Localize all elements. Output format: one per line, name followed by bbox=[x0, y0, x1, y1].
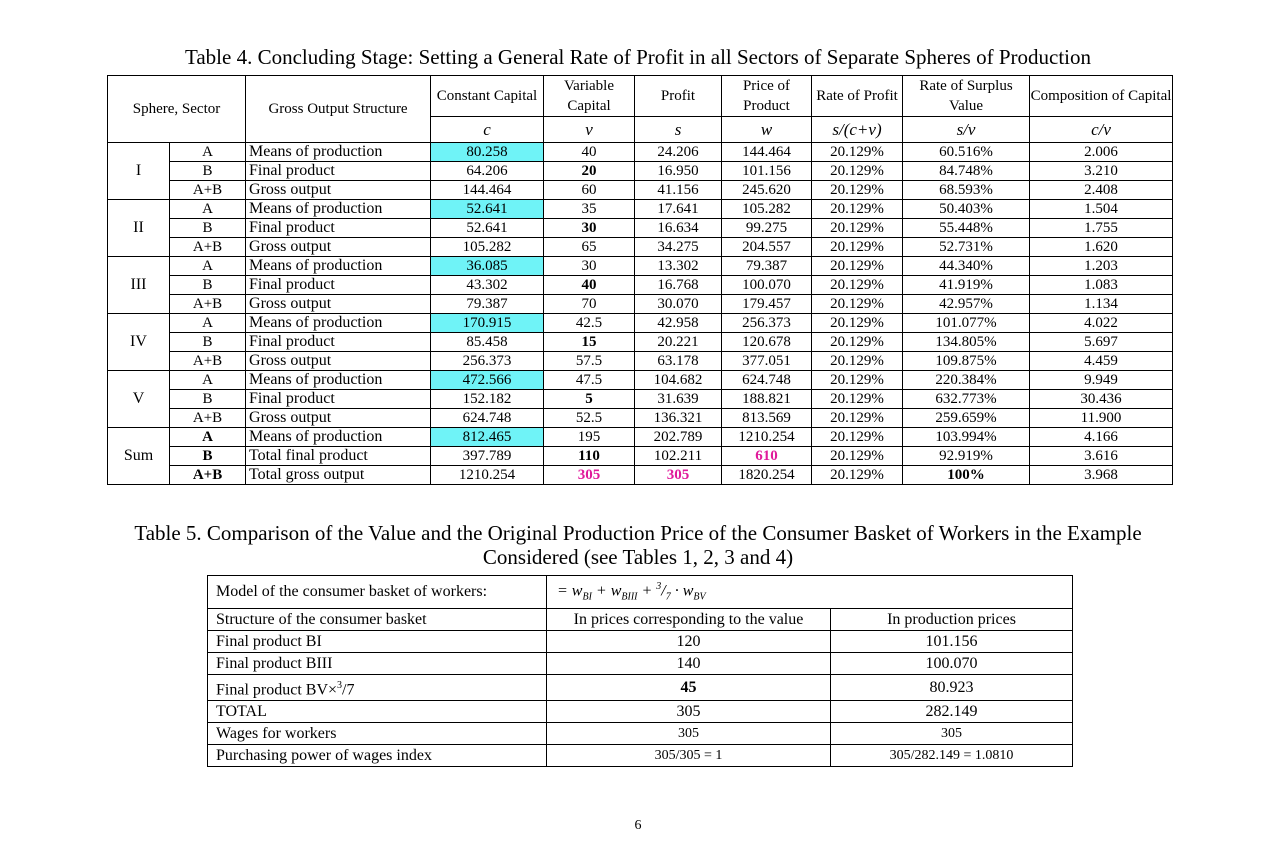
symbol-rate-profit: s/(c+v) bbox=[812, 117, 903, 143]
rate-of-profit-cell: 20.129% bbox=[812, 390, 903, 409]
composition-cell: 3.210 bbox=[1030, 162, 1173, 181]
rate-of-profit-cell: 20.129% bbox=[812, 333, 903, 352]
variable-capital-cell: 30 bbox=[544, 257, 635, 276]
sector-cell: B bbox=[170, 162, 246, 181]
composition-cell: 5.697 bbox=[1030, 333, 1173, 352]
variable-capital-cell: 195 bbox=[544, 428, 635, 447]
rate-of-surplus-value-cell: 55.448% bbox=[903, 219, 1030, 238]
structure-cell: Gross output bbox=[246, 352, 431, 371]
rate-of-surplus-value-cell: 134.805% bbox=[903, 333, 1030, 352]
rate-of-profit-cell: 20.129% bbox=[812, 409, 903, 428]
sector-cell: B bbox=[170, 276, 246, 295]
price-cell: 204.557 bbox=[722, 238, 812, 257]
table-row bbox=[108, 276, 1173, 295]
price-cell: 105.282 bbox=[722, 200, 812, 219]
price-cell: 79.387 bbox=[722, 257, 812, 276]
table-row bbox=[108, 428, 1173, 447]
sphere-label: III bbox=[108, 257, 170, 314]
sector-cell: A+B bbox=[170, 466, 246, 485]
variable-capital-cell: 47.5 bbox=[544, 371, 635, 390]
rate-of-profit-cell: 20.129% bbox=[812, 428, 903, 447]
sector-cell: B bbox=[170, 219, 246, 238]
rate-of-profit-cell: 20.129% bbox=[812, 219, 903, 238]
profit-cell: 16.634 bbox=[635, 219, 722, 238]
production-price-cell: 305/282.149 = 1.0810 bbox=[831, 744, 1073, 766]
rate-of-profit-cell: 20.129% bbox=[812, 295, 903, 314]
profit-cell: 63.178 bbox=[635, 352, 722, 371]
composition-cell: 2.006 bbox=[1030, 143, 1173, 162]
constant-capital-cell: 85.458 bbox=[431, 333, 544, 352]
header-basket-structure: Structure of the consumer basket bbox=[208, 608, 547, 630]
rate-of-profit-cell: 20.129% bbox=[812, 143, 903, 162]
constant-capital-cell: 256.373 bbox=[431, 352, 544, 371]
composition-cell: 4.022 bbox=[1030, 314, 1173, 333]
profit-cell: 202.789 bbox=[635, 428, 722, 447]
variable-capital-cell: 52.5 bbox=[544, 409, 635, 428]
composition-cell: 11.900 bbox=[1030, 409, 1173, 428]
price-cell: 1820.254 bbox=[722, 466, 812, 485]
value-price-cell: 305/305 = 1 bbox=[547, 744, 831, 766]
basket-row-label: TOTAL bbox=[208, 700, 547, 722]
sector-cell: A bbox=[170, 257, 246, 276]
rate-of-surplus-value-cell: 92.919% bbox=[903, 447, 1030, 466]
constant-capital-cell: 80.258 bbox=[431, 143, 544, 162]
constant-capital-cell: 472.566 bbox=[431, 371, 544, 390]
rate-of-surplus-value-cell: 220.384% bbox=[903, 371, 1030, 390]
rate-of-profit-cell: 20.129% bbox=[812, 162, 903, 181]
price-cell: 100.070 bbox=[722, 276, 812, 295]
table5-body bbox=[208, 630, 1073, 766]
composition-cell: 3.968 bbox=[1030, 466, 1173, 485]
sector-cell: A bbox=[170, 314, 246, 333]
profit-cell: 102.211 bbox=[635, 447, 722, 466]
sector-cell: B bbox=[170, 333, 246, 352]
table-row bbox=[208, 722, 1073, 744]
composition-cell: 2.408 bbox=[1030, 181, 1173, 200]
rate-of-surplus-value-cell: 84.748% bbox=[903, 162, 1030, 181]
price-cell: 377.051 bbox=[722, 352, 812, 371]
sector-cell: A bbox=[170, 428, 246, 447]
rate-of-surplus-value-cell: 52.731% bbox=[903, 238, 1030, 257]
structure-cell: Final product bbox=[246, 390, 431, 409]
table-row bbox=[208, 674, 1073, 700]
rate-of-profit-cell: 20.129% bbox=[812, 276, 903, 295]
rate-of-profit-cell: 20.129% bbox=[812, 200, 903, 219]
value-price-cell: 305 bbox=[547, 722, 831, 744]
variable-capital-cell: 42.5 bbox=[544, 314, 635, 333]
sector-cell: A bbox=[170, 371, 246, 390]
composition-cell: 3.616 bbox=[1030, 447, 1173, 466]
table-row bbox=[108, 466, 1173, 485]
structure-cell: Total gross output bbox=[246, 466, 431, 485]
profit-cell: 13.302 bbox=[635, 257, 722, 276]
price-cell: 1210.254 bbox=[722, 428, 812, 447]
production-price-cell: 100.070 bbox=[831, 652, 1073, 674]
table-row bbox=[108, 238, 1173, 257]
structure-cell: Gross output bbox=[246, 295, 431, 314]
production-price-cell: 80.923 bbox=[831, 674, 1073, 700]
variable-capital-cell: 57.5 bbox=[544, 352, 635, 371]
structure-cell: Gross output bbox=[246, 409, 431, 428]
composition-cell: 1.755 bbox=[1030, 219, 1173, 238]
composition-cell: 9.949 bbox=[1030, 371, 1173, 390]
rate-of-profit-cell: 20.129% bbox=[812, 314, 903, 333]
rate-of-surplus-value-cell: 44.340% bbox=[903, 257, 1030, 276]
model-label: Model of the consumer basket of workers: bbox=[208, 576, 547, 609]
rate-of-profit-cell: 20.129% bbox=[812, 181, 903, 200]
structure-cell: Gross output bbox=[246, 181, 431, 200]
value-price-cell: 45 bbox=[547, 674, 831, 700]
price-cell: 120.678 bbox=[722, 333, 812, 352]
sector-cell: B bbox=[170, 390, 246, 409]
table4-body bbox=[108, 143, 1173, 485]
header-profit: Profit bbox=[635, 76, 722, 117]
price-cell: 188.821 bbox=[722, 390, 812, 409]
table-row bbox=[108, 162, 1173, 181]
rate-of-surplus-value-cell: 41.919% bbox=[903, 276, 1030, 295]
rate-of-surplus-value-cell: 100% bbox=[903, 466, 1030, 485]
variable-capital-cell: 40 bbox=[544, 276, 635, 295]
price-cell: 813.569 bbox=[722, 409, 812, 428]
profit-cell: 16.768 bbox=[635, 276, 722, 295]
rate-of-profit-cell: 20.129% bbox=[812, 238, 903, 257]
composition-cell: 1.504 bbox=[1030, 200, 1173, 219]
constant-capital-cell: 812.465 bbox=[431, 428, 544, 447]
constant-capital-cell: 1210.254 bbox=[431, 466, 544, 485]
basket-row-label: Wages for workers bbox=[208, 722, 547, 744]
sphere-label: II bbox=[108, 200, 170, 257]
table5-title: Table 5. Comparison of the Value and the Original Production Price of the Consumer Basket of Workers in the Example Considered (see Tables 1, 2, 3 and 4) bbox=[134, 521, 1142, 569]
basket-formula: = $w_{BI} + w_{BIII} + ^3/_7 \cdot w_{BV}$ bbox=[547, 576, 1073, 609]
rate-of-surplus-value-cell: 109.875% bbox=[903, 352, 1030, 371]
profit-cell: 104.682 bbox=[635, 371, 722, 390]
constant-capital-cell: 43.302 bbox=[431, 276, 544, 295]
rate-of-surplus-value-cell: 632.773% bbox=[903, 390, 1030, 409]
structure-cell: Final product bbox=[246, 276, 431, 295]
profit-cell: 41.156 bbox=[635, 181, 722, 200]
sector-cell: B bbox=[170, 447, 246, 466]
composition-cell: 30.436 bbox=[1030, 390, 1173, 409]
table-row bbox=[108, 181, 1173, 200]
price-cell: 245.620 bbox=[722, 181, 812, 200]
profit-cell: 34.275 bbox=[635, 238, 722, 257]
production-price-cell: 101.156 bbox=[831, 630, 1073, 652]
production-price-cell: 282.149 bbox=[831, 700, 1073, 722]
sphere-label: Sum bbox=[108, 428, 170, 485]
constant-capital-cell: 79.387 bbox=[431, 295, 544, 314]
sector-cell: A+B bbox=[170, 238, 246, 257]
table-row bbox=[108, 143, 1173, 162]
variable-capital-cell: 40 bbox=[544, 143, 635, 162]
structure-cell: Means of production bbox=[246, 257, 431, 276]
sector-cell: A+B bbox=[170, 295, 246, 314]
price-cell: 256.373 bbox=[722, 314, 812, 333]
composition-cell: 1.134 bbox=[1030, 295, 1173, 314]
composition-cell: 1.203 bbox=[1030, 257, 1173, 276]
constant-capital-cell: 170.915 bbox=[431, 314, 544, 333]
value-price-cell: 120 bbox=[547, 630, 831, 652]
composition-cell: 1.083 bbox=[1030, 276, 1173, 295]
structure-cell: Final product bbox=[246, 162, 431, 181]
variable-capital-cell: 35 bbox=[544, 200, 635, 219]
value-price-cell: 140 bbox=[547, 652, 831, 674]
table-row bbox=[208, 630, 1073, 652]
price-cell: 101.156 bbox=[722, 162, 812, 181]
table4 bbox=[107, 75, 1173, 485]
constant-capital-cell: 64.206 bbox=[431, 162, 544, 181]
header-value-prices: In prices corresponding to the value bbox=[547, 608, 831, 630]
price-cell: 624.748 bbox=[722, 371, 812, 390]
structure-cell: Means of production bbox=[246, 428, 431, 447]
rate-of-profit-cell: 20.129% bbox=[812, 371, 903, 390]
rate-of-surplus-value-cell: 103.994% bbox=[903, 428, 1030, 447]
rate-of-surplus-value-cell: 68.593% bbox=[903, 181, 1030, 200]
variable-capital-cell: 5 bbox=[544, 390, 635, 409]
structure-cell: Gross output bbox=[246, 238, 431, 257]
rate-of-profit-cell: 20.129% bbox=[812, 466, 903, 485]
variable-capital-cell: 60 bbox=[544, 181, 635, 200]
profit-cell: 20.221 bbox=[635, 333, 722, 352]
table-row bbox=[108, 314, 1173, 333]
rate-of-profit-cell: 20.129% bbox=[812, 352, 903, 371]
table-row bbox=[108, 352, 1173, 371]
constant-capital-cell: 152.182 bbox=[431, 390, 544, 409]
table-row bbox=[108, 219, 1173, 238]
symbol-w: w bbox=[722, 117, 812, 143]
structure-cell: Total final product bbox=[246, 447, 431, 466]
sphere-label: IV bbox=[108, 314, 170, 371]
profit-cell: 305 bbox=[635, 466, 722, 485]
sector-cell: A bbox=[170, 143, 246, 162]
rate-of-profit-cell: 20.129% bbox=[812, 447, 903, 466]
variable-capital-cell: 20 bbox=[544, 162, 635, 181]
table-row bbox=[108, 257, 1173, 276]
table4-title: Table 4. Concluding Stage: Setting a General Rate of Profit in all Sectors of Separate Spheres of Production bbox=[185, 45, 1091, 69]
profit-cell: 136.321 bbox=[635, 409, 722, 428]
structure-cell: Final product bbox=[246, 219, 431, 238]
rate-of-surplus-value-cell: 42.957% bbox=[903, 295, 1030, 314]
rate-of-surplus-value-cell: 50.403% bbox=[903, 200, 1030, 219]
sector-cell: A+B bbox=[170, 181, 246, 200]
price-cell: 610 bbox=[722, 447, 812, 466]
structure-cell: Means of production bbox=[246, 200, 431, 219]
production-price-cell: 305 bbox=[831, 722, 1073, 744]
price-cell: 144.464 bbox=[722, 143, 812, 162]
structure-cell: Means of production bbox=[246, 371, 431, 390]
table-row bbox=[208, 744, 1073, 766]
sector-cell: A bbox=[170, 200, 246, 219]
basket-row-label: Purchasing power of wages index bbox=[208, 744, 547, 766]
header-rate-of-profit: Rate of Profit bbox=[812, 76, 903, 117]
sector-cell: A+B bbox=[170, 352, 246, 371]
basket-row-label: Final product BIII bbox=[208, 652, 547, 674]
price-cell: 99.275 bbox=[722, 219, 812, 238]
table-row bbox=[108, 447, 1173, 466]
table-row bbox=[208, 652, 1073, 674]
variable-capital-cell: 15 bbox=[544, 333, 635, 352]
value-price-cell: 305 bbox=[547, 700, 831, 722]
table-row bbox=[208, 700, 1073, 722]
structure-cell: Means of production bbox=[246, 143, 431, 162]
variable-capital-cell: 30 bbox=[544, 219, 635, 238]
constant-capital-cell: 105.282 bbox=[431, 238, 544, 257]
profit-cell: 30.070 bbox=[635, 295, 722, 314]
table-row bbox=[108, 390, 1173, 409]
composition-cell: 4.459 bbox=[1030, 352, 1173, 371]
table-row bbox=[108, 409, 1173, 428]
composition-cell: 1.620 bbox=[1030, 238, 1173, 257]
header-rate-of-surplus-value: Rate of Surplus Value bbox=[903, 76, 1030, 117]
sphere-label: I bbox=[108, 143, 170, 200]
structure-cell: Means of production bbox=[246, 314, 431, 333]
header-price-of-product: Price of Product bbox=[722, 76, 812, 117]
rate-of-surplus-value-cell: 259.659% bbox=[903, 409, 1030, 428]
table-row bbox=[108, 200, 1173, 219]
rate-of-surplus-value-cell: 101.077% bbox=[903, 314, 1030, 333]
symbol-rate-surplus: s/v bbox=[903, 117, 1030, 143]
constant-capital-cell: 144.464 bbox=[431, 181, 544, 200]
constant-capital-cell: 397.789 bbox=[431, 447, 544, 466]
rate-of-profit-cell: 20.129% bbox=[812, 257, 903, 276]
header-composition-of-capital: Composition of Capital bbox=[1030, 76, 1173, 117]
symbol-v: v bbox=[544, 117, 635, 143]
profit-cell: 16.950 bbox=[635, 162, 722, 181]
variable-capital-cell: 70 bbox=[544, 295, 635, 314]
table-row bbox=[108, 295, 1173, 314]
symbol-c: c bbox=[431, 117, 544, 143]
price-cell: 179.457 bbox=[722, 295, 812, 314]
header-variable-capital: Variable Capital bbox=[544, 76, 635, 117]
basket-row-label: Final product BV×$^3$/7 bbox=[208, 674, 547, 700]
basket-row-label: Final product BI bbox=[208, 630, 547, 652]
rate-of-surplus-value-cell: 60.516% bbox=[903, 143, 1030, 162]
structure-cell: Final product bbox=[246, 333, 431, 352]
profit-cell: 31.639 bbox=[635, 390, 722, 409]
header-production-prices: In production prices bbox=[831, 608, 1073, 630]
profit-cell: 42.958 bbox=[635, 314, 722, 333]
header-sphere-sector: Sphere, Sector bbox=[108, 76, 246, 143]
variable-capital-cell: 110 bbox=[544, 447, 635, 466]
constant-capital-cell: 52.641 bbox=[431, 200, 544, 219]
page-number: 6 bbox=[634, 818, 642, 833]
constant-capital-cell: 36.085 bbox=[431, 257, 544, 276]
table-row bbox=[108, 371, 1173, 390]
sector-cell: A+B bbox=[170, 409, 246, 428]
header-constant-capital: Constant Capital bbox=[431, 76, 544, 117]
variable-capital-cell: 65 bbox=[544, 238, 635, 257]
sphere-label: V bbox=[108, 371, 170, 428]
variable-capital-cell: 305 bbox=[544, 466, 635, 485]
header-gross-output-structure: Gross Output Structure bbox=[246, 76, 431, 143]
table5 bbox=[207, 575, 1073, 767]
constant-capital-cell: 52.641 bbox=[431, 219, 544, 238]
table-row bbox=[108, 333, 1173, 352]
constant-capital-cell: 624.748 bbox=[431, 409, 544, 428]
profit-cell: 24.206 bbox=[635, 143, 722, 162]
composition-cell: 4.166 bbox=[1030, 428, 1173, 447]
symbol-composition: c/v bbox=[1030, 117, 1173, 143]
profit-cell: 17.641 bbox=[635, 200, 722, 219]
symbol-s: s bbox=[635, 117, 722, 143]
